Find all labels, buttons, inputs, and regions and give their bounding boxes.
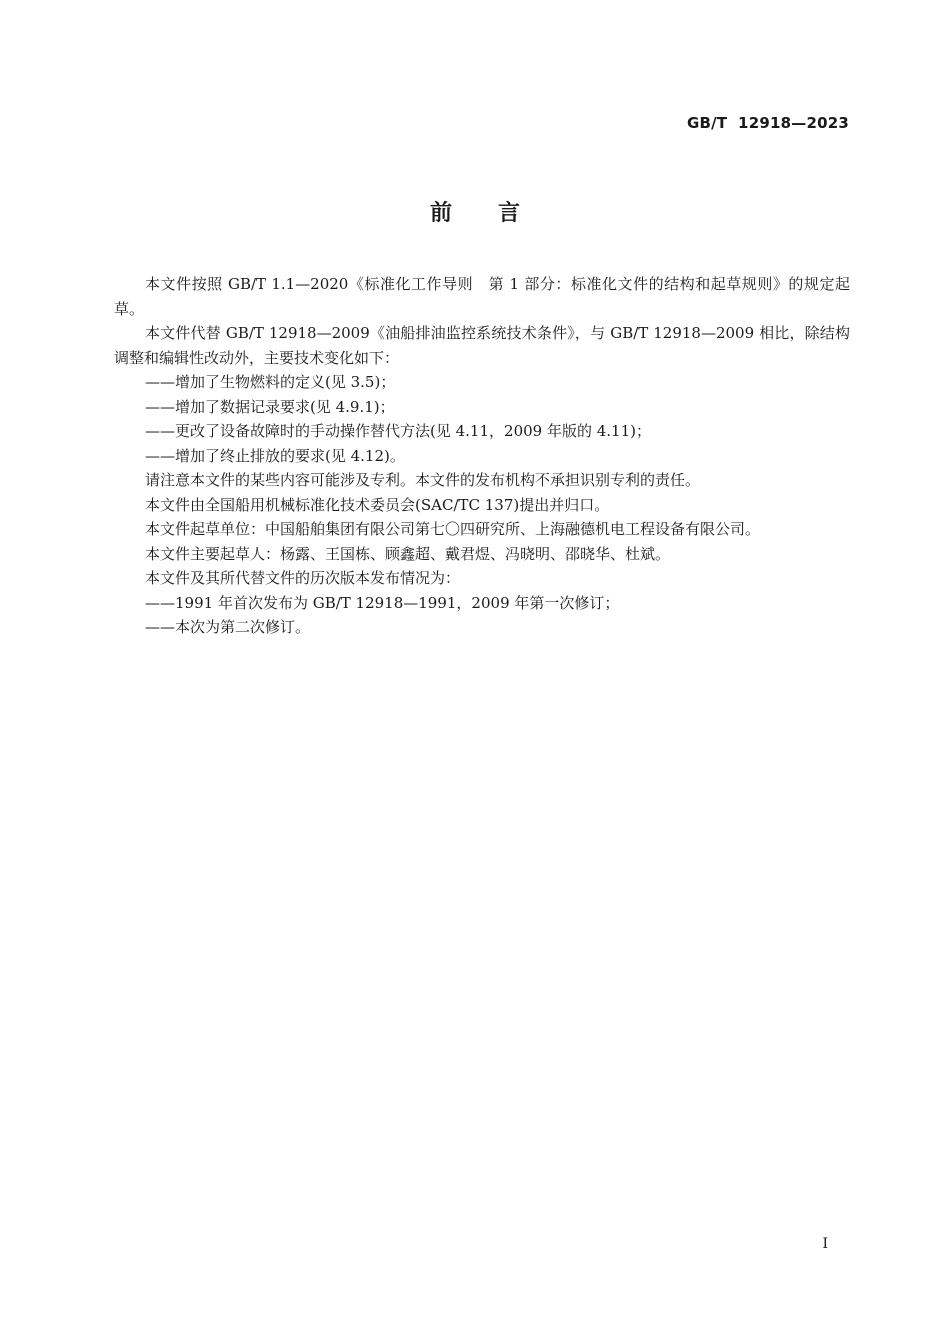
foreword-body (114, 272, 850, 640)
paragraph-committee: 本文件由全国船用机械标准化技术委员会(SAC/TC 137)提出并归口。 (145, 495, 610, 514)
paragraph-drafters: 本文件主要起草人：杨露、王国栋、顾鑫超、戴君煜、冯晓明、邵晓华、杜斌。 (145, 544, 671, 563)
change-item: ——更改了设备故障时的手动操作替代方法(见 4.11，2009 年版的 4.11)； (145, 422, 651, 440)
change-item: ——增加了生物燃料的定义(见 3.5)； (145, 373, 396, 391)
history-item: ——本次为第二次修订。 (145, 618, 311, 636)
paragraph-patent-notice: 请注意本文件的某些内容可能涉及专利。本文件的发布机构不承担识别专利的责任。 (145, 471, 701, 489)
paragraph-history-intro: 本文件及其所代替文件的历次版本发布情况为： (145, 569, 461, 587)
change-item: ——增加了终止排放的要求(见 4.12)。 (145, 446, 405, 465)
change-item: ——增加了数据记录要求(见 4.9.1)； (145, 397, 395, 416)
page-number: I (822, 1236, 828, 1252)
paragraph-drafting-rules: 本文件按照 GB/T 1.1—2020《标准化工作导则 第 1 部分：标准化文件的结构和起草规则》的规定起草。 (114, 275, 850, 318)
paragraph-replacement: 本文件代替 GB/T 12918—2009《油船排油监控系统技术条件》，与 GB/T 12918—2009 相比，除结构调整和编辑性改动外，主要技术变化如下： (114, 324, 850, 367)
page-title: 前言 (429, 201, 566, 226)
history-item: ——1991 年首次发布为 GB/T 12918—1991，2009 年第一次修订； (145, 593, 620, 612)
paragraph-drafting-units: 本文件起草单位：中国船舶集团有限公司第七〇四研究所、上海融德机电工程设备有限公司。 (145, 520, 761, 538)
standard-number: GB/T 12918—2023 (686, 114, 849, 132)
